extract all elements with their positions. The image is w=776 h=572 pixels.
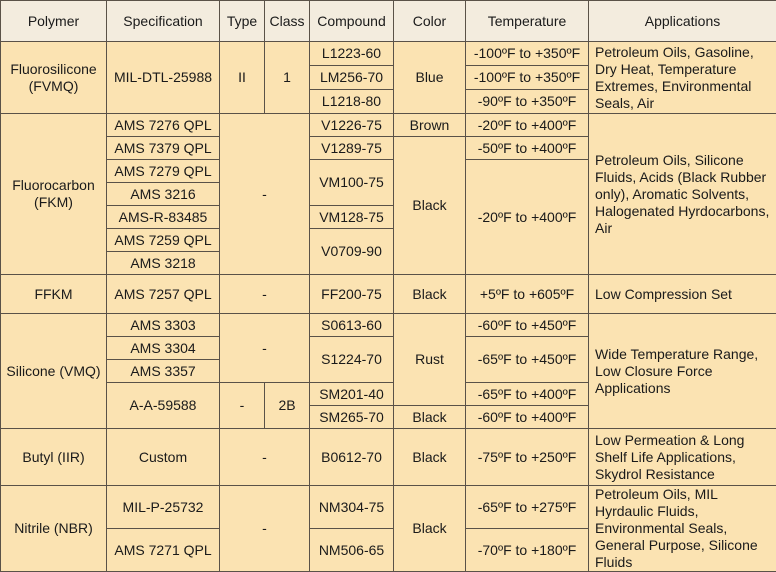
spec-cell: Custom (107, 429, 220, 486)
type-class-cell: - (220, 429, 310, 486)
spec-cell: AMS 3357 (107, 360, 220, 383)
temperature-cell: -20ºF to +400ºF (466, 160, 589, 275)
compound-cell: NM506-65 (310, 529, 394, 572)
compound-cell: B0612-70 (310, 429, 394, 486)
table-row (1, 314, 776, 337)
applications-cell: Petroleum Oils, Silicone Fluids, Acids (Black Rubber only), Aromatic Solvents, Halogenated Hyrdocarbons, Air (589, 114, 776, 275)
compound-cell: V1289-75 (310, 137, 394, 160)
spec-cell: MIL-P-25732 (107, 486, 220, 529)
table-row (1, 486, 776, 529)
applications-cell: Low Compression Set (589, 275, 776, 314)
table-row (1, 42, 776, 66)
temperature-cell: -100ºF to +350ºF (466, 42, 589, 66)
temperature-cell: -75ºF to +250ºF (466, 429, 589, 486)
temperature-cell: -65ºF to +275ºF (466, 486, 589, 529)
spec-cell: AMS 3218 (107, 252, 220, 275)
compound-cell: V1226-75 (310, 114, 394, 137)
spec-cell: MIL-DTL-25988 (107, 42, 220, 114)
color-cell: Rust (394, 314, 466, 406)
spec-cell: A-A-59588 (107, 383, 220, 429)
temperature-cell: -65ºF to +450ºF (466, 337, 589, 383)
header-polymer: Polymer (1, 1, 107, 42)
spec-cell: AMS 7271 QPL (107, 529, 220, 572)
compound-cell: LM256-70 (310, 66, 394, 90)
header-temperature: Temperature (466, 1, 589, 42)
applications-cell: Petroleum Oils, Gasoline, Dry Heat, Temperature Extremes, Environmental Seals, Air (589, 42, 776, 114)
spec-cell: AMS 7257 QPL (107, 275, 220, 314)
color-cell: Blue (394, 42, 466, 114)
header-class: Class (265, 1, 310, 42)
compound-cell: L1218-80 (310, 90, 394, 114)
compound-cell: SM201-40 (310, 383, 394, 406)
spec-cell: AMS 7279 QPL (107, 160, 220, 183)
type-cell: II (220, 42, 265, 114)
compound-cell: V0709-90 (310, 229, 394, 275)
spec-cell: AMS 7259 QPL (107, 229, 220, 252)
polymer-cell: FFKM (1, 275, 107, 314)
temperature-cell: -70ºF to +180ºF (466, 529, 589, 572)
header-color: Color (394, 1, 466, 42)
compound-cell: S0613-60 (310, 314, 394, 337)
color-cell: Black (394, 137, 466, 275)
color-cell: Black (394, 275, 466, 314)
polymer-cell: Nitrile (NBR) (1, 486, 107, 572)
color-cell: Brown (394, 114, 466, 137)
type-cell: - (220, 383, 265, 429)
compound-cell: SM265-70 (310, 406, 394, 429)
temperature-cell: -90ºF to +350ºF (466, 90, 589, 114)
color-cell: Black (394, 429, 466, 486)
temperature-cell: +5ºF to +605ºF (466, 275, 589, 314)
spec-cell: AMS-R-83485 (107, 206, 220, 229)
applications-cell: Low Permeation & Long Shelf Life Applications, Skydrol Resistance (589, 429, 776, 486)
polymer-cell: Fluorocarbon (FKM) (1, 114, 107, 275)
table-row (1, 275, 776, 314)
spec-cell: AMS 7276 QPL (107, 114, 220, 137)
compound-cell: NM304-75 (310, 486, 394, 529)
compound-cell: L1223-60 (310, 42, 394, 66)
class-cell: 2B (265, 383, 310, 429)
polymer-cell: Silicone (VMQ) (1, 314, 107, 429)
temperature-cell: -60ºF to +400ºF (466, 406, 589, 429)
temperature-cell: -100ºF to +350ºF (466, 66, 589, 90)
applications-cell: Petroleum Oils, MIL Hyrdaulic Fluids, Environmental Seals, General Purpose, Silicone Fluids (589, 486, 776, 572)
spec-cell: AMS 3304 (107, 337, 220, 360)
type-class-cell: - (220, 314, 310, 383)
header-compound: Compound (310, 1, 394, 42)
class-cell: 1 (265, 42, 310, 114)
header-applications: Applications (589, 1, 776, 42)
compound-cell: FF200-75 (310, 275, 394, 314)
temperature-cell: -50ºF to +400ºF (466, 137, 589, 160)
header-type: Type (220, 1, 265, 42)
table-row (1, 114, 776, 137)
type-class-cell: - (220, 486, 310, 572)
header-specification: Specification (107, 1, 220, 42)
table-row (1, 429, 776, 486)
spec-cell: AMS 3216 (107, 183, 220, 206)
compound-cell: VM100-75 (310, 160, 394, 206)
temperature-cell: -65ºF to +400ºF (466, 383, 589, 406)
type-class-cell: - (220, 275, 310, 314)
header-row (1, 1, 776, 42)
applications-cell: Wide Temperature Range, Low Closure Force Applications (589, 314, 776, 429)
spec-cell: AMS 3303 (107, 314, 220, 337)
polymer-cell: Fluorosilicone (FVMQ) (1, 42, 107, 114)
temperature-cell: -20ºF to +400ºF (466, 114, 589, 137)
color-cell: Black (394, 406, 466, 429)
compound-cell: S1224-70 (310, 337, 394, 383)
compound-cell: VM128-75 (310, 206, 394, 229)
type-class-cell: - (220, 114, 310, 275)
temperature-cell: -60ºF to +450ºF (466, 314, 589, 337)
spec-cell: AMS 7379 QPL (107, 137, 220, 160)
polymer-cell: Butyl (IIR) (1, 429, 107, 486)
color-cell: Black (394, 486, 466, 572)
